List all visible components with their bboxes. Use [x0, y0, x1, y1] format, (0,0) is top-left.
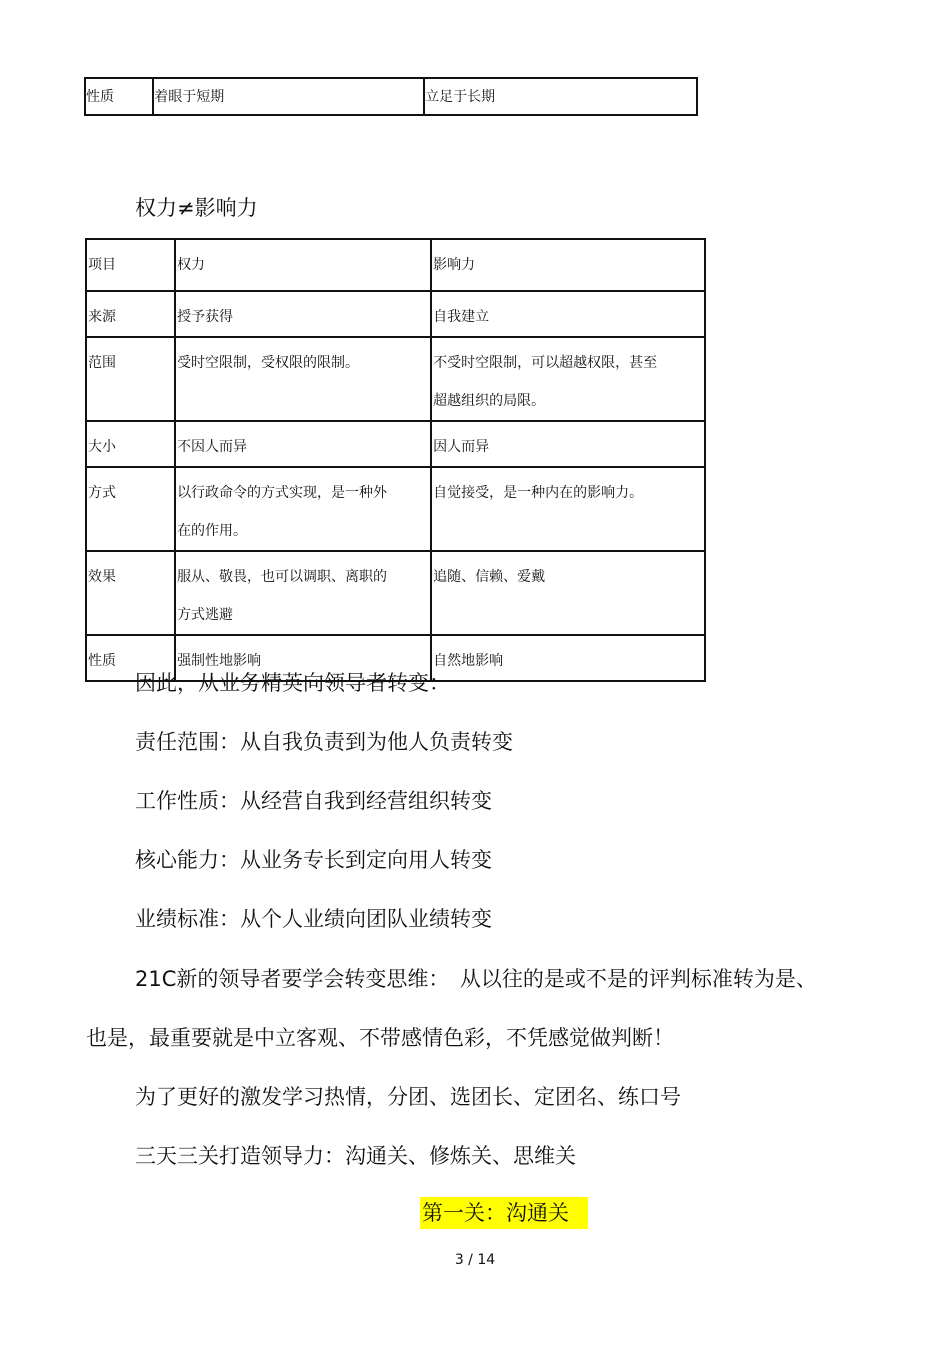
top-comparison-table	[84, 77, 698, 116]
short-term-cell: 着眼于短期	[153, 78, 424, 115]
row-item: 效果	[86, 551, 175, 635]
paragraph-new-thinking-line2: 也是，最重要就是中立客观、不带感情色彩，不凭感觉做判断！	[86, 1026, 674, 1050]
header-power: 权力	[175, 239, 431, 291]
power-cell: 不因人而异	[175, 421, 431, 467]
row-label: 性质	[85, 78, 153, 115]
paragraph-team-setup: 为了更好的激发学习热情，分团、选团长、定团名、练口号	[135, 1085, 681, 1109]
row-item: 范围	[86, 337, 175, 421]
paragraph-new-thinking-line1: 21C新的领导者要学会转变思维： 从以往的是或不是的评判标准转为是、	[135, 967, 817, 991]
paragraph-core-ability: 核心能力：从业务专长到定向用人转变	[135, 848, 492, 872]
paragraph-work-nature: 工作性质：从经营自我到经营组织转变	[135, 789, 492, 813]
stage-one-heading: 第一关：沟通关	[420, 1197, 588, 1229]
paragraph-transition-intro: 因此，从业务精英向领导者转变：	[135, 671, 450, 695]
table-row	[86, 291, 705, 337]
influence-cell: 自觉接受，是一种内在的影响力。	[431, 467, 705, 551]
power-line: 服从、敬畏，也可以调职、离职的	[177, 569, 388, 585]
long-term-cell: 立足于长期	[424, 78, 697, 115]
influence-cell: 追随、信赖、爱戴	[431, 551, 705, 635]
paragraph-three-stages: 三天三关打造领导力：沟通关、修炼关、思维关	[135, 1144, 576, 1168]
power-cell	[175, 551, 431, 635]
page-number: 3 / 14	[454, 1252, 496, 1268]
table-row	[86, 337, 705, 421]
power-cell: 强制性地影响	[175, 635, 431, 681]
power-cell: 授予获得	[175, 291, 431, 337]
row-item: 大小	[86, 421, 175, 467]
paragraph-performance: 业绩标准：从个人业绩向团队业绩转变	[135, 907, 492, 931]
power-line: 在的作用。	[177, 523, 248, 539]
influence-cell: 自我建立	[431, 291, 705, 337]
influence-cell: 自然地影响	[431, 635, 705, 681]
power-line: 方式逃避	[177, 607, 234, 623]
power-line: 以行政命令的方式实现，是一种外	[177, 485, 388, 501]
influence-line: 不受时空限制，可以超越权限，甚至	[433, 355, 658, 371]
power-cell	[175, 467, 431, 551]
table-row	[85, 78, 697, 115]
table-row	[86, 421, 705, 467]
power-influence-table	[85, 238, 706, 682]
table-header-row	[86, 239, 705, 291]
row-item: 性质	[86, 635, 175, 681]
power-cell: 受时空限制，受权限的限制。	[175, 337, 431, 421]
table-row	[86, 467, 705, 551]
influence-line: 超越组织的局限。	[433, 393, 546, 409]
row-item: 方式	[86, 467, 175, 551]
row-item: 来源	[86, 291, 175, 337]
section-title: 权力≠影响力	[135, 196, 258, 220]
header-influence: 影响力	[431, 239, 705, 291]
header-item: 项目	[86, 239, 175, 291]
influence-cell: 因人而异	[431, 421, 705, 467]
table-row	[86, 551, 705, 635]
influence-cell	[431, 337, 705, 421]
paragraph-responsibility: 责任范围：从自我负责到为他人负责转变	[135, 730, 513, 754]
